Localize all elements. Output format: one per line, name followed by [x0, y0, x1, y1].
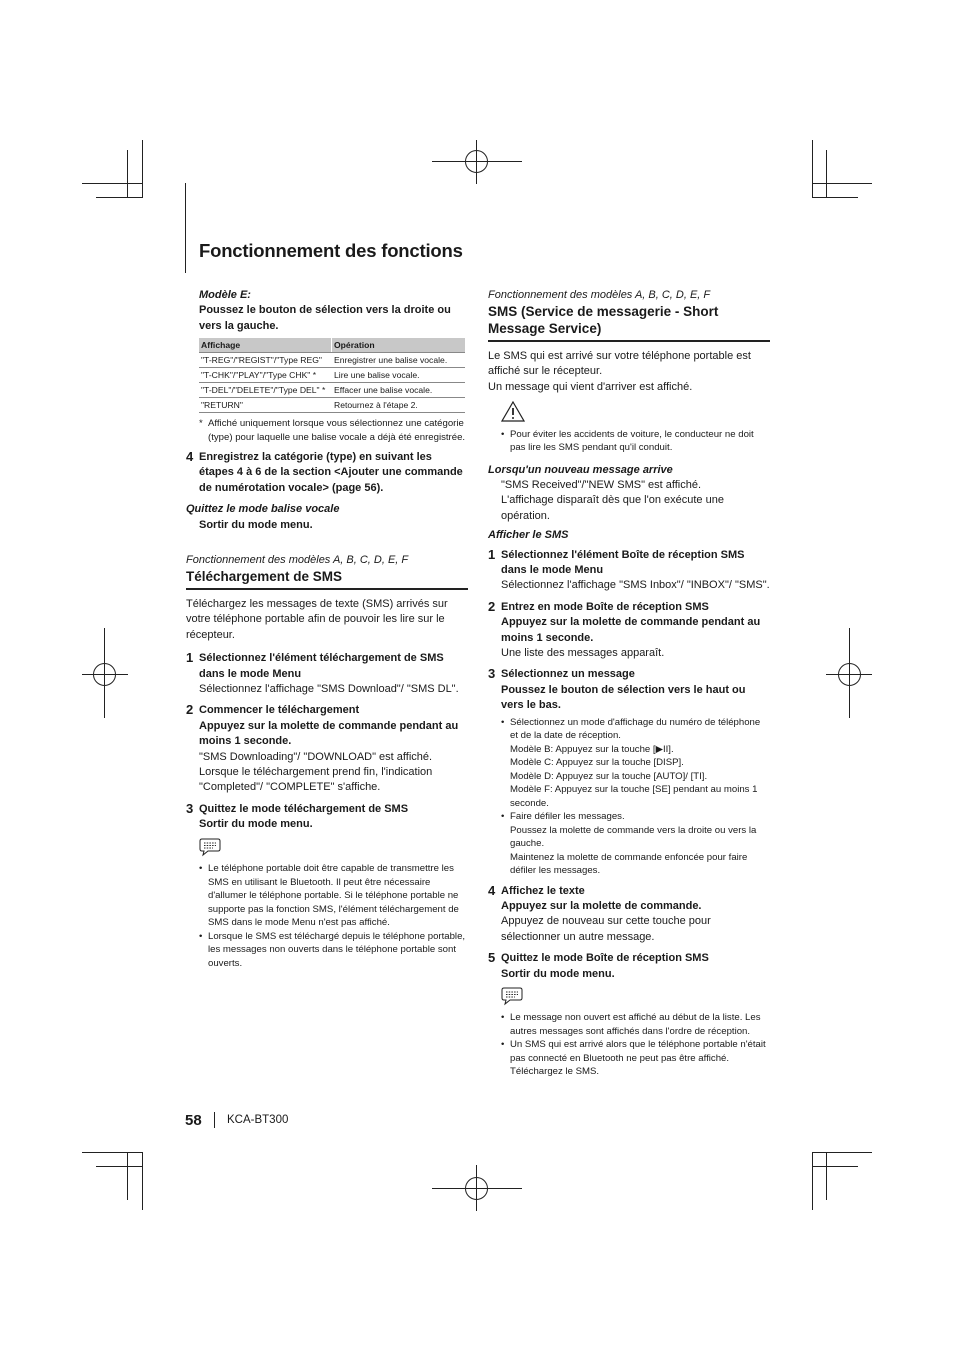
section-rule	[186, 588, 468, 590]
new-message-label: Lorsqu'un nouveau message arrive	[488, 463, 673, 476]
step-4	[488, 884, 770, 946]
step-number: 3	[488, 666, 496, 682]
section-title-sms-inbox: SMS (Service de messagerie - Short Message Service)	[488, 304, 719, 337]
step-detail: "SMS Downloading"/ "DOWNLOAD" est affiché. Lorsque le téléchargement prend fin, l'indication "Completed"/ "COMPLETE" s'affiche.	[199, 750, 433, 794]
notes-list	[186, 862, 468, 970]
list-item: • Pour éviter les accidents de voiture, le conducteur ne doit pas lire les SMS pendant qu'il conduit.	[488, 428, 770, 455]
note-text: Sélectionnez un mode d'affichage du numéro de téléphone et de la date de réception.	[510, 716, 761, 742]
quit-voice-label: Quittez le mode balise vocale	[186, 503, 340, 516]
note-icon	[186, 837, 468, 862]
step-detail: Sélectionnez l'affichage "SMS Download"/ "SMS DL".	[199, 683, 459, 695]
list-item: • Lorsque le SMS est téléchargé depuis le téléphone portable, les messages non ouverts dans le téléphone portable sont ouverts.	[186, 930, 468, 971]
step-1	[488, 548, 770, 594]
step-number: 1	[488, 546, 496, 562]
step-2	[488, 600, 770, 662]
models-note: Fonctionnement des modèles A, B, C, D, E, F	[186, 554, 409, 567]
table-row	[199, 398, 465, 413]
table-cell: "T-DEL"/"DELETE"/"Type DEL" *	[199, 383, 332, 398]
table-row	[199, 368, 465, 383]
model-name: KCA-BT300	[227, 1114, 289, 1126]
step-3	[488, 667, 770, 713]
note-line: Maintenez la molette de commande enfoncée pour faire défiler les messages.	[510, 851, 748, 877]
note-icon	[488, 986, 770, 1011]
step-subtitle: Sortir du mode menu.	[199, 818, 313, 831]
step-title: Sélectionnez l'élément Boîte de réception SMS dans le mode Menu	[501, 548, 745, 576]
step-title: Entrez en mode Boîte de réception SMS	[501, 600, 709, 613]
table-cell: "T-CHK"/"PLAY"/"Type CHK" *	[199, 368, 332, 383]
list-item	[488, 716, 770, 811]
note-text: Faire défiler les messages.	[510, 811, 625, 823]
note-line: Modèle B: Appuyez sur la touche [▶II].	[510, 743, 674, 755]
table-row	[199, 383, 465, 398]
step-number: 3	[186, 800, 194, 816]
model-e-label: Modèle E:	[199, 289, 251, 301]
table-cell: "T-REG"/"REGIST"/"Type REG"	[199, 353, 332, 368]
right-column	[488, 288, 770, 1079]
table-header-row	[199, 338, 465, 353]
title-rule	[185, 183, 186, 273]
table-header-operation: Opération	[332, 338, 466, 353]
new-message-text: "SMS Received"/"NEW SMS" est affiché.	[501, 478, 702, 491]
table-cell: Effacer une balise vocale.	[332, 383, 466, 398]
model-e-text: Poussez le bouton de sélection vers la droite ou vers la gauche.	[199, 304, 451, 332]
section-intro-2: Un message qui vient d'arriver est affiché.	[488, 380, 693, 393]
table-cell: Lire une balise vocale.	[332, 368, 466, 383]
step-subtitle: Appuyez sur la molette de commande pendant au moins 1 seconde.	[501, 616, 761, 644]
step-detail: Sélectionnez l'affichage "SMS Inbox"/ "INBOX"/ "SMS".	[501, 579, 770, 592]
step-title: Affichez le texte	[501, 884, 585, 897]
step-4	[186, 450, 468, 496]
list-item: • Le message non ouvert est affiché au début de la liste. Les autres messages sont affichés dans l'ordre de réception.	[488, 1011, 770, 1038]
step-subtitle: Poussez le bouton de sélection vers le haut ou vers le bas.	[501, 683, 746, 712]
note-line: Modèle F: Appuyez sur la touche [SE] pendant au moins 1 seconde.	[510, 784, 758, 809]
section-intro: Téléchargez les messages de texte (SMS) arrivés sur votre téléphone portable afin de pouvoir les lire sur le récepteur.	[186, 597, 448, 641]
table-cell: Enregistrer une balise vocale.	[332, 353, 466, 368]
show-sms-label: Afficher le SMS	[488, 529, 569, 542]
voice-tag-table	[199, 338, 465, 413]
step-number: 2	[186, 702, 194, 718]
step-title: Quittez le mode téléchargement de SMS	[199, 802, 409, 815]
table-cell: Retournez à l'étape 2.	[332, 398, 466, 413]
list-item	[488, 810, 770, 878]
step-number: 1	[186, 650, 194, 666]
step-5	[488, 951, 770, 982]
step-3-notes	[488, 716, 770, 878]
notes-list	[488, 1011, 770, 1079]
page-title: Fonctionnement des fonctions	[199, 240, 463, 261]
section-intro: Le SMS qui est arrivé sur votre téléphone portable est affiché sur le récepteur.	[488, 349, 751, 378]
step-number: 2	[488, 598, 496, 614]
step-detail: Une liste des messages apparaît.	[501, 647, 665, 659]
step-subtitle: Appuyez sur la molette de commande.	[501, 900, 702, 913]
step-subtitle: Sortir du mode menu.	[501, 967, 615, 980]
warning-icon	[488, 401, 770, 427]
step-title: Enregistrez la catégorie (type) en suivant les étapes 4 à 6 de la section <Ajouter une commande de numérotation vocale> (page 56).	[199, 451, 463, 494]
table-row	[199, 353, 465, 368]
step-number: 4	[186, 449, 194, 465]
section-rule	[488, 340, 770, 342]
table-header-display: Affichage	[199, 338, 332, 353]
note-line: Poussez la molette de commande vers la droite ou vers la gauche.	[510, 824, 757, 850]
step-title: Sélectionnez l'élément téléchargement de SMS dans le mode Menu	[199, 652, 444, 680]
new-message-text-2: L'affichage disparaît dès que l'on exécute une opération.	[501, 494, 724, 522]
step-number: 4	[488, 882, 496, 898]
footer-separator	[214, 1112, 215, 1128]
list-item: • Un SMS qui est arrivé alors que le téléphone portable n'était pas connecté en Bluetooth ne peut pas être affiché. Téléchargez le SMS.	[488, 1038, 770, 1079]
footnote-text: Affiché uniquement lorsque vous sélectionnez une catégorie (type) pour laquelle une balise vocale a déjà été enregistrée.	[208, 418, 466, 443]
note-line: Modèle D: Appuyez sur la touche [AUTO]/ [TI].	[510, 770, 708, 782]
step-title: Sélectionnez un message	[501, 668, 635, 681]
step-title: Quittez le mode Boîte de réception SMS	[501, 952, 709, 965]
step-subtitle: Appuyez sur la molette de commande pendant au moins 1 seconde.	[199, 719, 459, 748]
step-detail: Appuyez de nouveau sur cette touche pour sélectionner un autre message.	[501, 915, 711, 943]
step-1	[186, 651, 468, 697]
section-title-sms-download: Téléchargement de SMS	[186, 569, 343, 585]
footnote	[186, 417, 468, 444]
step-2	[186, 703, 468, 795]
step-number: 5	[488, 950, 496, 966]
page-number: 58	[185, 1112, 202, 1129]
footnote-mark: *	[199, 418, 203, 430]
step-title: Commencer le téléchargement	[199, 704, 360, 717]
left-column	[186, 288, 468, 970]
warning-notes	[488, 428, 770, 455]
models-note: Fonctionnement des modèles A, B, C, D, E, F	[488, 289, 711, 301]
quit-voice-text: Sortir du mode menu.	[199, 518, 313, 531]
note-line: Modèle C: Appuyez sur la touche [DISP].	[510, 757, 684, 769]
list-item: • Le téléphone portable doit être capable de transmettre les SMS en utilisant le Bluetooth. Il peut être nécessaire d'allumer le téléphone portable. Si le téléphone portable ne supporte pas la fonction SMS, l'élément téléchargement de SMS dans le mode Menu n'est pas affiché.	[186, 862, 468, 930]
step-3	[186, 802, 468, 833]
table-cell: "RETURN"	[199, 398, 332, 413]
